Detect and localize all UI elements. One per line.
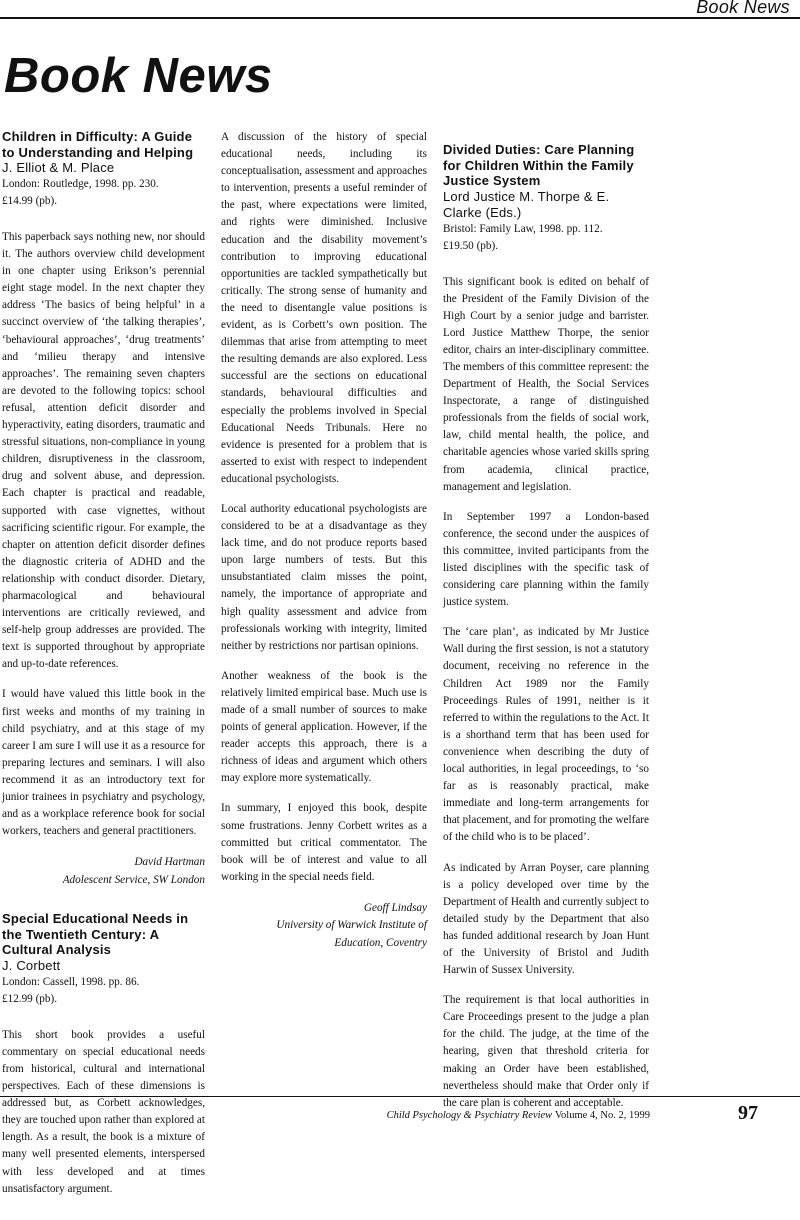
review-paragraph: As indicated by Arran Poyser, care planning is a policy developed over time by the Department of Health and currently subject to detailed study by the Department that also has funded additional research by Joan Hunt of the University of Bristol and Judith Harwin of Sussex University. — [443, 861, 649, 977]
column-3 — [443, 129, 649, 1134]
book-title: Children in Difficulty: A Guide to Understanding and Helping — [2, 129, 194, 160]
column-2 — [221, 129, 427, 952]
book-title: Special Educational Needs in the Twentieth Century: A Cultural Analysis — [2, 911, 189, 958]
book-publisher: Bristol: Family Law, 1998. pp. 112. — [443, 222, 603, 235]
book-title: Divided Duties: Care Planning for Children Within the Family Justice System — [443, 142, 635, 188]
review-paragraph: This paperback says nothing new, nor should it. The authors overview child development in one chapter using Erikson’s perennial eight stage model. In the next chapter they address ‘The basics of being helpful’ in a succinct overview of ‘the talking therapies’, ‘behavioural approaches’, ‘drug treatments’ and ‘milieu therapy and intensive approaches’. The remaining seven chapters are devoted to the following topics: school refusal, attention deficit disorder and hyperactivity, eating disorders, traumatic and stressful situations, non-compliance in young children, disruptiveness in the classroom, drug and solvent abuse, and depression. Each chapter is practical and readable, supported with case vignettes, without sacrificing scientific rigour. For example, the chapter on attention deficit disorder defines the diagnostic criteria of ADHD and the relationship with conduct disorder. Dietary, pharmacological and behavioural interventions are critically reviewed, and self-help group addresses are provided. The text is supported throughout by appropriate and up-to-date references. — [2, 231, 205, 671]
review-paragraph: In September 1997 a London-based conference, the second under the auspices of this committee, invited participants from the listed disciplines with the specific task of considering care planning within the family justice system. — [443, 510, 649, 609]
book-publisher: London: Cassell, 1998. pp. 86. — [2, 975, 140, 988]
journal-name: Child Psychology & Psychiatry Review — [386, 1110, 553, 1121]
review-paragraph: The ‘care plan’, as indicated by Mr Justice Wall during the first session, is not a statutory document, receiving no reference in the Children Act 1989 nor the Family Proceedings Rules of 1991, neither is it referred to within the regulations to the Act. It is a shorthand term that has been used for convenience when describing the duty of local authorities, in legal proceedings, to ‘so far as is reasonably practical, make immediate and long-term arrangements for that placement, and for promoting the welfare of the child who is to be placed’. — [443, 626, 649, 844]
review-paragraph: This significant book is edited on behalf of the President of the Family Division of the High Court by a senior judge and barrister. Lord Justice Matthew Thorpe, the senior editor, chairs an inter-disciplinary committee. The members of this committee represent: the Department of Health, the Social Services Inspectorate, a range of distinguished professionals from the fields of social work, law, child mental health, the police, and charitable agencies whose varied skills spring from academia, clinical practice, management and legislation. — [443, 275, 649, 493]
footer-journal — [387, 1110, 650, 1121]
reviewer-name: David Hartman — [134, 856, 205, 869]
reviewer-affiliation: Adolescent Service, SW London — [62, 873, 205, 886]
review-divided-duties — [443, 142, 649, 1112]
journal-volume: Volume 4, No. 2, 1999 — [554, 1110, 650, 1121]
column-1 — [2, 129, 205, 1220]
book-publisher: London: Routledge, 1998. pp. 230. — [2, 178, 159, 190]
footer-rule — [0, 1096, 800, 1097]
book-authors: J. Elliot & M. Place — [2, 160, 115, 175]
page-number: 97 — [738, 1102, 758, 1124]
review-special-educational-needs — [2, 911, 205, 1197]
review-children-in-difficulty — [2, 129, 205, 889]
book-authors: Lord Justice M. Thorpe & E. Clarke (Eds.) — [443, 188, 610, 220]
section-title: Book News — [4, 49, 273, 103]
book-price: £12.99 (pb). — [2, 992, 57, 1005]
book-price: £14.99 (pb). — [2, 195, 57, 207]
book-price: £19.50 (pb). — [443, 239, 498, 252]
review-paragraph: Another weakness of the book is the relatively limited empirical base. Much use is made of a small number of sources to make points of general application. However, if the reader accepts this approach, there is a richness of ideas and argument which others may explore more systematically. — [221, 669, 427, 785]
top-rule — [0, 17, 800, 19]
reviewer-name: Geoff Lindsay — [363, 901, 427, 914]
review-paragraph: This short book provides a useful commentary on special educational needs from historical, cultural and international perspectives. Each of these dimensions is addressed but, as Corbett acknowledges, they are touched upon rather than explored at length. As a result, the book is a mixture of many well presented elements, interspersed with less developed and at times unsatisfactory argument. — [2, 1028, 205, 1195]
review-paragraph: I would have valued this little book in the first weeks and months of my training in child psychiatry, and at this stage of my career I am sure I will use it as a resource for preparing lectures and seminars. I will also recommend it as an introductory text for junior trainees in psychiatry and psychology, and as a workplace reference book for social workers, teachers and general practitioners. — [2, 688, 205, 838]
review-paragraph: A discussion of the history of special educational needs, including its conceptualisation, assessment and approaches to intervention, presents a useful reminder of the past, where expectations were limited, and rights were diminished. Inclusive education and the disability movement’s contribution to improving educational opportunities are tackled sympathetically but critically. The strong sense of humanity and the need to disentangle value positions is evident, as is Corbett’s own position. The dilemmas that arise from attempting to meet the resulting demands are also explored. Less successful are the sections on educational standards, behavioural difficulties and especially the problems involved in Special Educational Needs Tribunals. Here no evidence is presented for a problem that is asserted to exist with respect to independent educational psychologists. — [221, 131, 427, 485]
review-paragraph: In summary, I enjoyed this book, despite some frustrations. Jenny Corbett writes as a committed but critical commentator. The book will be of interest and value to all working in the special needs field. — [221, 802, 427, 883]
running-head: Book News — [696, 0, 790, 17]
review-paragraph: Local authority educational psychologists are considered to be at a disadvantage as they lack time, and do not produce reports based upon large numbers of tests. But this unsubstantiated claim misses the point, namely, the importance of appropriate and high quality assessment and advice from professionals working with integrity, limited neither by restrictions nor partisan opinions. — [221, 502, 427, 652]
reviewer-affiliation: Education, Coventry — [334, 936, 427, 949]
reviewer-affiliation: University of Warwick Institute of — [276, 919, 427, 932]
review-paragraph: The requirement is that local authorities in Care Proceedings present to the judge a plan for the child. The judge, at the time of the hearing, given that threshold criteria for making an Order have been established, nevertheless should make that Order only if the care plan is coherent and acceptable. — [443, 994, 649, 1109]
book-authors: J. Corbett — [2, 957, 61, 973]
